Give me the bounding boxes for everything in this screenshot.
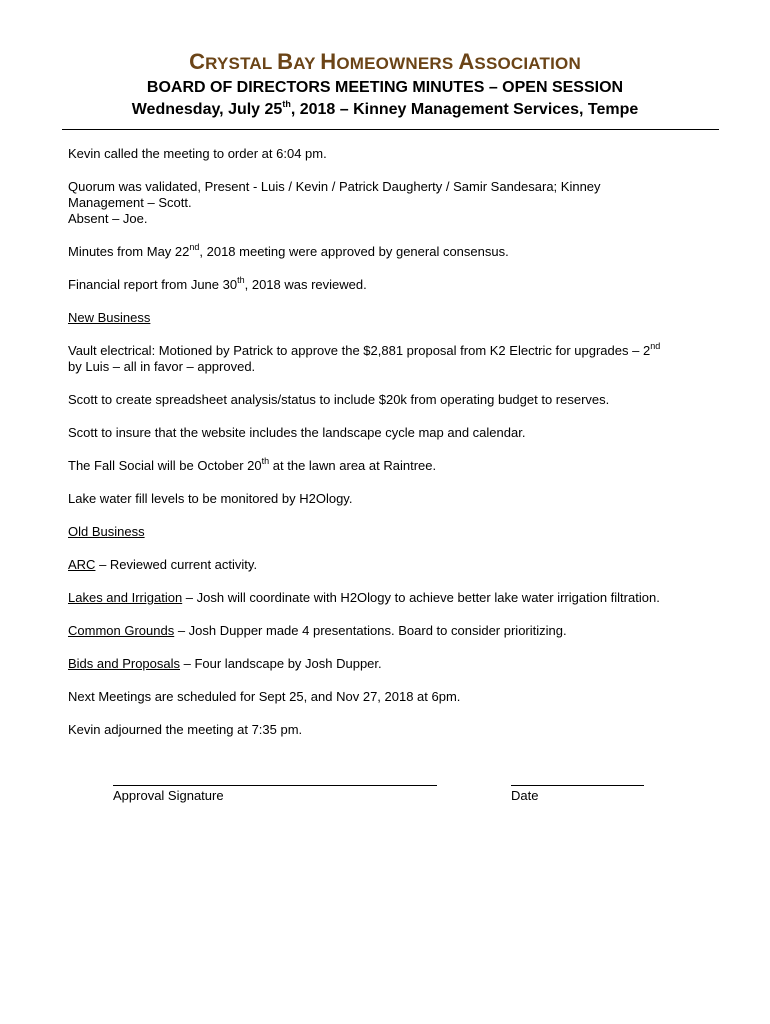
vault-line: Vault electrical: Motioned by Patrick to approve the $2,881 proposal from K2 Electric for upgrades – 2 bbox=[68, 343, 651, 358]
lake-item: Lake water fill levels to be monitored by H2Ology. bbox=[68, 491, 353, 506]
minutes-body bbox=[68, 146, 708, 755]
quorum-line: Quorum was validated, Present - Luis / Kevin / Patrick Daugherty / Samir Sandesara; Kinney bbox=[68, 179, 601, 194]
next-meetings: Next Meetings are scheduled for Sept 25, and Nov 27, 2018 at 6pm. bbox=[68, 689, 461, 704]
bids-label: Bids and Proposals bbox=[68, 656, 181, 671]
call-to-order: Kevin called the meeting to order at 6:04 pm. bbox=[68, 146, 327, 161]
arc-label: ARC bbox=[68, 557, 96, 572]
common-label: Common Grounds bbox=[68, 623, 175, 638]
fall-social-item bbox=[68, 455, 708, 474]
financial-prefix: Financial report from June 30 bbox=[68, 277, 238, 292]
new-business-heading: New Business bbox=[68, 310, 151, 325]
meeting-date-prefix: Wednesday, July 25 bbox=[131, 101, 283, 118]
org-title bbox=[0, 50, 770, 76]
arc-text: – Reviewed current activity. bbox=[95, 557, 258, 572]
vault-line: by Luis – all in favor – approved. bbox=[68, 359, 256, 374]
lakes-irrigation-item bbox=[68, 590, 708, 606]
quorum-line: Absent – Joe. bbox=[68, 211, 148, 226]
lakes-text: – Josh will coordinate with H2Ology to achieve better lake water irrigation filtration. bbox=[182, 590, 660, 605]
financial-suffix: , 2018 was reviewed. bbox=[244, 277, 367, 292]
approval-signature-line bbox=[113, 785, 437, 786]
approval-signature-block bbox=[113, 785, 437, 804]
arc-item bbox=[68, 557, 708, 573]
quorum-line: Management – Scott. bbox=[68, 195, 192, 210]
meeting-date-sup: th bbox=[282, 98, 291, 109]
meeting-date-location bbox=[0, 99, 770, 121]
header-divider bbox=[62, 129, 719, 130]
fall-suffix: at the lawn area at Raintree. bbox=[269, 458, 437, 473]
org-title-cap: A bbox=[458, 49, 475, 74]
spreadsheet-item: Scott to create spreadsheet analysis/status to include $20k from operating budget to reserves. bbox=[68, 392, 610, 407]
org-title-rest: SSOCIATION bbox=[474, 54, 581, 73]
common-text: – Josh Dupper made 4 presentations. Board to consider prioritizing. bbox=[174, 623, 567, 638]
minutes-suffix: , 2018 meeting were approved by general consensus. bbox=[199, 244, 509, 259]
old-business-heading: Old Business bbox=[68, 524, 145, 539]
minutes-prefix: Minutes from May 22 bbox=[68, 244, 190, 259]
vault-electrical bbox=[68, 340, 708, 375]
date-label: Date bbox=[511, 788, 539, 803]
meeting-date-suffix: , 2018 – Kinney Management Services, Tempe bbox=[290, 101, 639, 118]
common-grounds-item bbox=[68, 623, 708, 639]
date-block bbox=[511, 785, 644, 804]
quorum-paragraph bbox=[68, 179, 708, 227]
fall-sup: th bbox=[261, 455, 270, 466]
bids-text: – Four landscape by Josh Dupper. bbox=[180, 656, 382, 671]
org-title-rest: OMEOWNERS bbox=[336, 54, 459, 73]
org-title-cap: C bbox=[189, 49, 206, 74]
vault-sup: nd bbox=[650, 340, 661, 351]
date-line bbox=[511, 785, 644, 786]
org-title-cap: B bbox=[277, 49, 294, 74]
financial-sup: th bbox=[237, 274, 245, 285]
approval-signature-label: Approval Signature bbox=[113, 788, 224, 803]
lakes-label: Lakes and Irrigation bbox=[68, 590, 183, 605]
minutes-sup: nd bbox=[189, 241, 200, 252]
document-header bbox=[0, 50, 770, 121]
org-title-rest: AY bbox=[293, 54, 321, 73]
document-subtitle: BOARD OF DIRECTORS MEETING MINUTES – OPEN SESSION bbox=[146, 79, 624, 96]
bids-proposals-item bbox=[68, 656, 708, 672]
minutes-approval bbox=[68, 241, 708, 260]
adjournment: Kevin adjourned the meeting at 7:35 pm. bbox=[68, 722, 303, 737]
org-title-rest: RYSTAL bbox=[205, 54, 278, 73]
org-title-cap: H bbox=[320, 49, 337, 74]
fall-prefix: The Fall Social will be October 20 bbox=[68, 458, 262, 473]
website-item: Scott to insure that the website includes the landscape cycle map and calendar. bbox=[68, 425, 526, 440]
financial-report bbox=[68, 274, 708, 293]
